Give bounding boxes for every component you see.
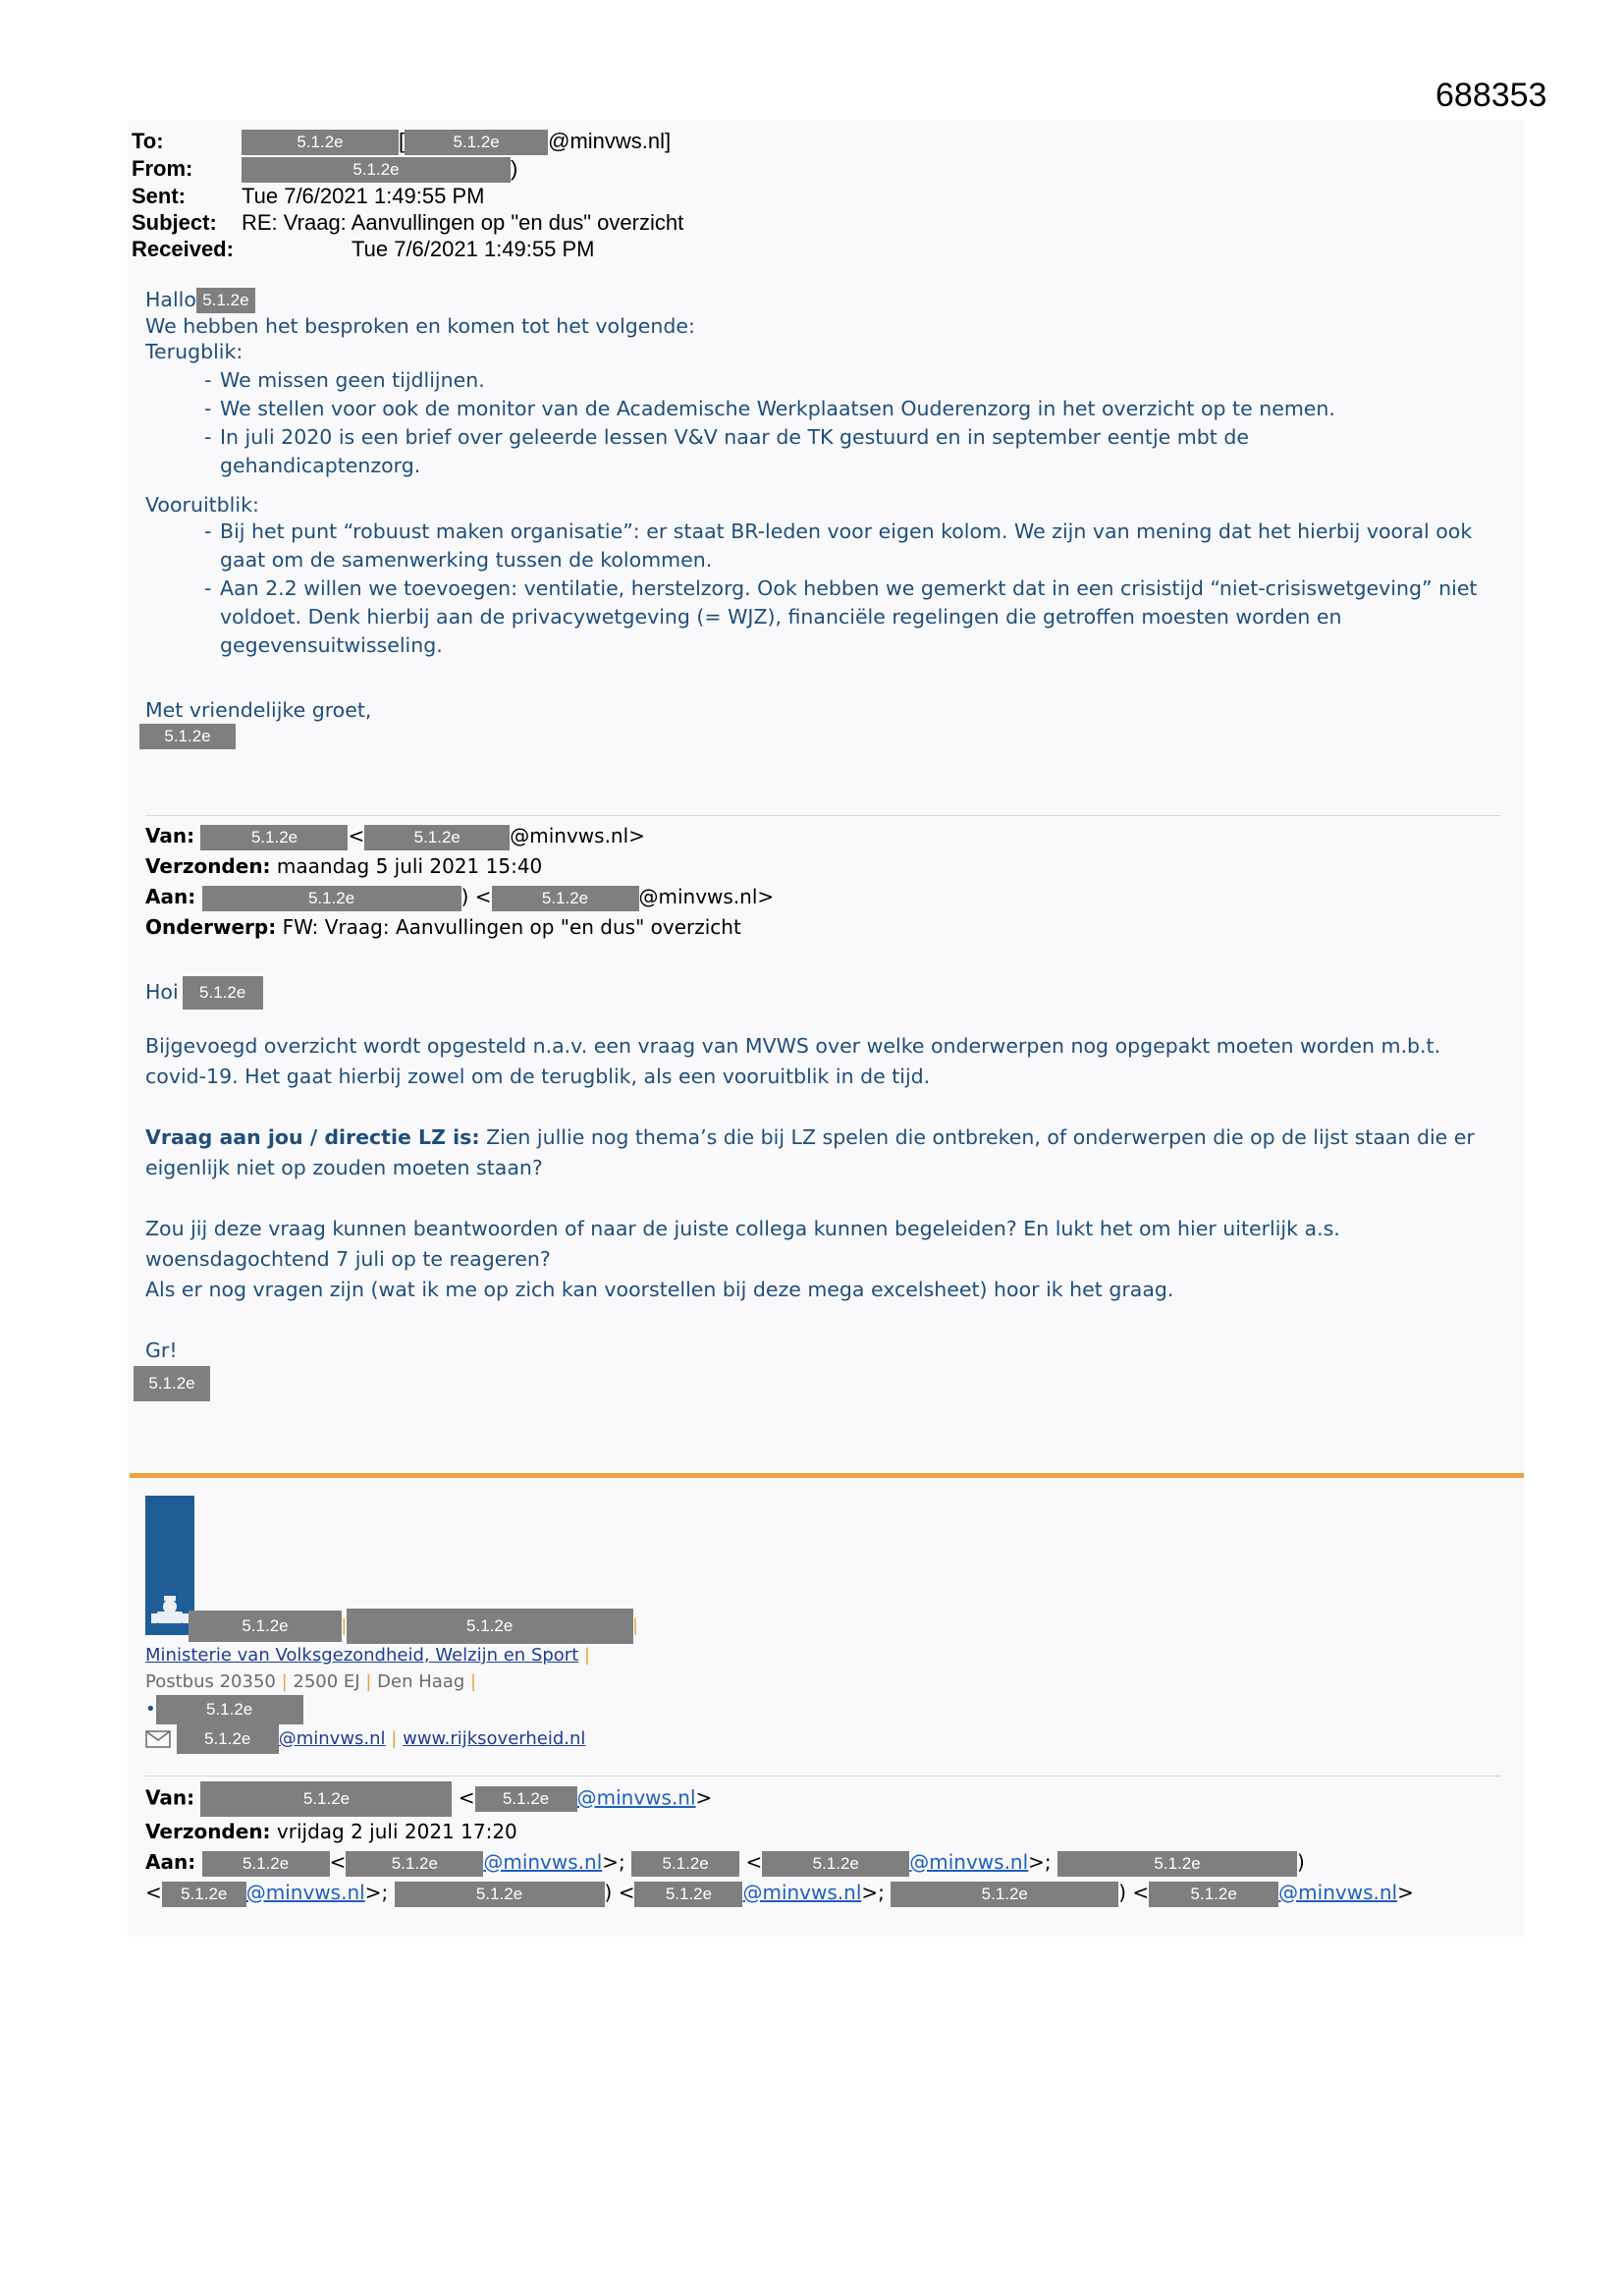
van-domain: @minvws.nl>: [510, 824, 645, 847]
sent-row: [132, 183, 683, 209]
redaction: 5.1.2e: [405, 130, 548, 155]
separator: |: [365, 1671, 372, 1692]
separator: |: [470, 1671, 477, 1692]
phone-row: [145, 1695, 590, 1724]
subject-value: RE: Vraag: Aanvullingen op "en dus" overzicht: [242, 210, 684, 236]
forward-greeting: Hoi: [145, 980, 179, 1004]
received-label: Received:: [132, 237, 234, 262]
email-row: [145, 1724, 590, 1754]
list-item: - We missen geen tijdlijnen.: [145, 366, 1500, 395]
redaction: 5.1.2e: [492, 886, 639, 911]
reply-greeting-row: [145, 287, 1500, 313]
subject-label: Subject:: [132, 210, 217, 236]
email-header: [132, 128, 683, 262]
from-row: [132, 155, 683, 183]
terugblik-label: Terugblik:: [145, 340, 244, 363]
redaction: 5.1.2e: [177, 1724, 279, 1754]
redaction: 5.1.2e: [364, 825, 510, 850]
from-label: From:: [132, 156, 193, 182]
redaction: 5.1.2e: [242, 130, 399, 155]
reply-closing: Met vriendelijke groet,: [145, 698, 372, 722]
original-van-row: Van: 5.1.2e < 5.1.2e @minvws.nl>: [145, 1781, 1414, 1817]
van-label: Van:: [145, 1785, 195, 1810]
redaction: 5.1.2e: [200, 1781, 452, 1817]
verzonden-value: maandag 5 juli 2021 15:40: [276, 854, 543, 878]
separator-rule: [145, 815, 1500, 816]
reply-greeting: Hallo: [145, 288, 196, 311]
email-link[interactable]: @minvws.nl: [245, 1881, 365, 1904]
aan-domain: @minvws.nl>: [638, 885, 775, 908]
aan-mid: ) <: [460, 885, 492, 908]
forward-greeting-row: [145, 976, 1500, 1010]
list-item: - We stellen voor ook de monitor van de Academische Werkplaatsen Ouderenzorg in het overzicht op te nemen.: [145, 395, 1500, 423]
email-link[interactable]: @minvws.nl: [742, 1881, 862, 1904]
separator: |: [584, 1645, 591, 1666]
email-link[interactable]: @minvws.nl: [909, 1850, 1029, 1874]
separator-rule: [145, 1776, 1500, 1777]
redaction: 5.1.2e: [395, 1882, 605, 1907]
redaction: 5.1.2e: [202, 1851, 330, 1877]
postbus: Postbus 20350: [145, 1671, 276, 1692]
ministry-row: [145, 1642, 590, 1668]
forward-paragraph-2: [145, 1122, 1490, 1183]
email-link[interactable]: @minvws.nl: [1278, 1881, 1398, 1904]
forward-header: [145, 821, 774, 943]
onderwerp-label: Onderwerp:: [145, 915, 277, 939]
sent-value: Tue 7/6/2021 1:49:55 PM: [242, 184, 485, 209]
reply-body: [145, 287, 1500, 749]
received-value: Tue 7/6/2021 1:49:55 PM: [352, 237, 595, 262]
redaction: 5.1.2e: [347, 1609, 633, 1644]
aan-label: Aan:: [145, 885, 196, 908]
signature-divider: [130, 1473, 1524, 1478]
verzonden-label: Verzonden:: [145, 1820, 271, 1843]
aan-label: Aan:: [145, 1850, 196, 1874]
original-header: [145, 1781, 1414, 1908]
redaction: 5.1.2e: [139, 724, 236, 749]
to-domain: @minvws.nl]: [548, 129, 672, 153]
forward-question-bold: Vraag aan jou / directie LZ is:: [145, 1125, 480, 1149]
redaction: 5.1.2e: [1057, 1851, 1297, 1877]
verzonden-label: Verzonden:: [145, 854, 271, 878]
original-aan-row-1: Aan: 5.1.2e < 5.1.2e @minvws.nl>; 5.1.2e < 5.1.2e @minvws.nl>; 5.1.2e ): [145, 1847, 1414, 1878]
redaction: 5.1.2e: [1149, 1882, 1278, 1907]
list-item: - Bij het punt “robuust maken organisatie”: er staat BR-leden voor eigen kolom. We zijn van mening dat het hierbij vooral ook gaat om de samenwerking tussen de kolommen.: [145, 518, 1496, 574]
separator: |: [342, 1614, 347, 1635]
redaction: 5.1.2e: [634, 1882, 742, 1907]
forward-signoff: Gr!: [145, 1339, 178, 1362]
email-link[interactable]: @minvws.nl: [576, 1785, 696, 1810]
signature-details: [145, 1642, 590, 1754]
redaction: 5.1.2e: [762, 1851, 909, 1877]
from-close: ): [511, 156, 518, 182]
verzonden-value: vrijdag 2 juli 2021 17:20: [276, 1820, 517, 1843]
forward-signature-row: [145, 1366, 1500, 1401]
separator: |: [391, 1728, 398, 1749]
forward-paragraph-4: Als er nog vragen zijn (wat ik me op zich kan voorstellen bij deze mega excelsheet) hoor ik het graag.: [145, 1278, 1174, 1301]
redaction: 5.1.2e: [196, 288, 255, 313]
forward-verzonden-row: [145, 851, 774, 882]
document-number: 688353: [1435, 77, 1547, 114]
city: Den Haag: [377, 1671, 465, 1692]
address-row: [145, 1668, 590, 1695]
redaction: 5.1.2e: [183, 976, 263, 1010]
subject-row: [132, 209, 683, 236]
phone-icon: •: [145, 1699, 156, 1720]
original-verzonden-row: [145, 1817, 1414, 1847]
email-link[interactable]: @minvws.nl: [278, 1728, 386, 1749]
reply-intro: We hebben het besproken en komen tot het volgende:: [145, 314, 695, 338]
list-item: - In juli 2020 is een brief over geleerde lessen V&V naar de TK gestuurd en in september eentje mbt de gehandicaptenzorg.: [145, 423, 1398, 480]
crest-icon: [145, 1496, 194, 1635]
ministry-link[interactable]: Ministerie van Volksgezondheid, Welzijn en Sport: [145, 1645, 579, 1666]
to-label: To:: [132, 129, 164, 153]
forward-paragraph-3: Zou jij deze vraag kunnen beantwoorden of naar de juiste collega kunnen begeleiden? En lukt het om hier uiterlijk a.s. woensdagochtend 7 juli op te reageren?: [145, 1217, 1340, 1271]
separator: |: [281, 1671, 288, 1692]
received-row: [132, 236, 683, 262]
forward-aan-row: [145, 882, 774, 912]
vooruitblik-label: Vooruitblik:: [145, 493, 259, 517]
redaction: 5.1.2e: [242, 157, 511, 183]
website-link[interactable]: www.rijksoverheid.nl: [403, 1728, 586, 1749]
rijksoverheid-logo: [145, 1496, 194, 1635]
redaction: 5.1.2e: [156, 1695, 303, 1724]
envelope-icon: [145, 1730, 171, 1748]
to-row: To: 5.1.2e [ 5.1.2e @minvws.nl]: [132, 128, 683, 155]
forward-paragraph-1: Bijgevoegd overzicht wordt opgesteld n.a.v. een vraag van MVWS over welke onderwerpen nog opgepakt moeten worden m.b.t. covid-19. Het gaat hierbij zowel om de terugblik, als een vooruitblik in de tijd.: [145, 1034, 1441, 1088]
redaction: 5.1.2e: [631, 1851, 739, 1877]
vooruitblik-list: [145, 518, 1500, 660]
redaction: 5.1.2e: [346, 1851, 483, 1877]
separator: |: [632, 1614, 638, 1635]
forward-onderwerp-row: [145, 912, 774, 943]
reply-signature-row: [145, 723, 1500, 749]
redaction: 5.1.2e: [891, 1882, 1118, 1907]
terugblik-list: [145, 366, 1500, 480]
email-link[interactable]: @minvws.nl: [483, 1850, 603, 1874]
redaction: 5.1.2e: [475, 1786, 577, 1812]
postcode: 2500 EJ: [293, 1671, 360, 1692]
redaction: 5.1.2e: [162, 1882, 246, 1907]
redaction: 5.1.2e: [189, 1611, 342, 1642]
forward-van-row: Van: 5.1.2e < 5.1.2e @minvws.nl>: [145, 821, 774, 851]
forward-body: [145, 976, 1500, 1401]
signature-name-row: [189, 1609, 637, 1644]
onderwerp-value: FW: Vraag: Aanvullingen op "en dus" overzicht: [282, 915, 741, 939]
van-label: Van:: [145, 824, 195, 847]
redaction: 5.1.2e: [202, 886, 461, 911]
list-item: - Aan 2.2 willen we toevoegen: ventilatie, herstelzorg. Ook hebben we gemerkt dat in een crisistijd “niet-crisiswetgeving” niet voldoet. Denk hierbij aan de privacywetgeving (= WJZ), financiële regelingen die getroffen moesten worden en gegevensuitwisseling.: [145, 574, 1496, 660]
sent-label: Sent:: [132, 184, 186, 209]
redaction: 5.1.2e: [134, 1366, 210, 1401]
original-aan-row-2: < 5.1.2e @minvws.nl>; 5.1.2e ) < 5.1.2e @minvws.nl>; 5.1.2e ) < 5.1.2e @minvws.nl>: [145, 1878, 1414, 1908]
redaction: 5.1.2e: [200, 825, 348, 850]
forward-question-text: Zien jullie nog thema’s die bij LZ spelen die ontbreken, of onderwerpen die op de lijst staan die er eigenlijk niet op zouden moeten staan?: [145, 1125, 1475, 1179]
